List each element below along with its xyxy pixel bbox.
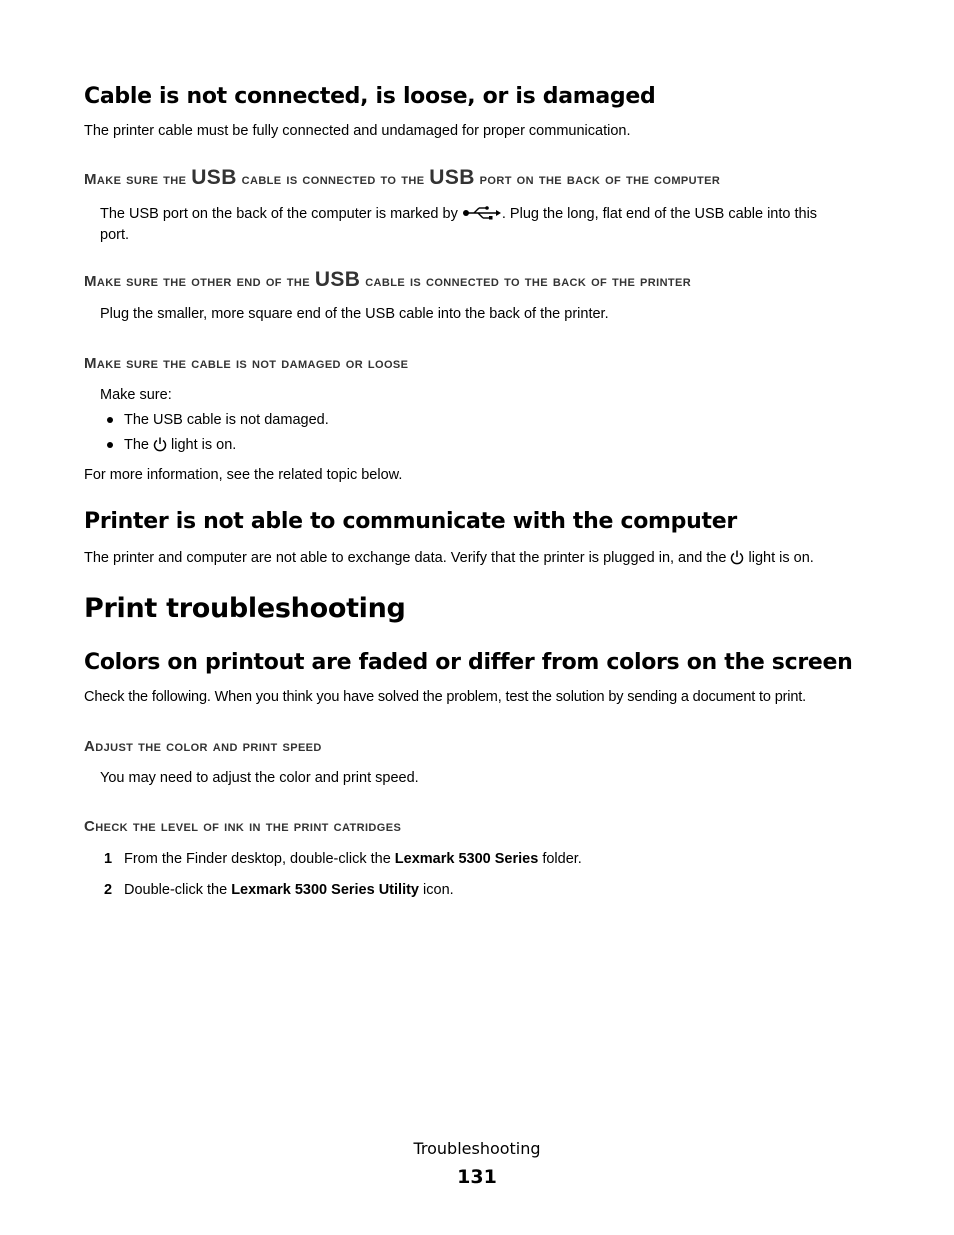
adjust-color-text: You may need to adjust the color and print speed. bbox=[100, 770, 419, 786]
step-item: 2 Double-click the Lexmark 5300 Series Utility icon. bbox=[104, 882, 454, 898]
bullet-item: The USB cable is not damaged. bbox=[107, 410, 113, 430]
footer-section-label: Troubleshooting bbox=[413, 1139, 541, 1158]
communicate-heading: Printer is not able to communicate with the computer bbox=[84, 509, 737, 534]
colors-heading: Colors on printout are faded or differ from colors on the screen bbox=[84, 650, 853, 675]
power-icon bbox=[153, 436, 167, 458]
usb-icon bbox=[462, 205, 502, 227]
cable-heading: Cable is not connected, is loose, or is damaged bbox=[84, 84, 656, 109]
power-icon bbox=[730, 549, 744, 571]
usb-port-text: The USB port on the back of the computer is marked by . Plug the long, flat end of the USB cable into this bbox=[100, 204, 817, 227]
communicate-text: The printer and computer are not able to exchange data. Verify that the printer is plugged in, and the light is on. bbox=[84, 548, 814, 571]
usb-port-heading: make sure the USB cable is connected to the USB port on the back of the computer bbox=[84, 166, 721, 189]
page-number: 131 bbox=[457, 1166, 497, 1188]
usb-other-end-text: Plug the smaller, more square end of the USB cable into the back of the printer. bbox=[100, 306, 609, 322]
colors-intro: Check the following. When you think you have solved the problem, test the solution by sending a document to print. bbox=[84, 689, 807, 705]
print-troubleshooting-title: Print troubleshooting bbox=[84, 593, 406, 624]
make-sure-lead: Make sure: bbox=[100, 387, 172, 403]
more-info-text: For more information, see the related topic below. bbox=[84, 467, 403, 483]
step-item: 1 From the Finder desktop, double-click the Lexmark 5300 Series folder. bbox=[104, 851, 582, 867]
step-number: 1 bbox=[104, 851, 113, 867]
cable-intro: The printer cable must be fully connected and undamaged for proper communication. bbox=[84, 123, 631, 139]
usb-port-text-line2: port. bbox=[100, 227, 130, 243]
bullet-item: The light is on. bbox=[107, 435, 113, 455]
bullet-marker bbox=[107, 417, 113, 423]
adjust-color-heading: adjust the color and print speed bbox=[84, 733, 322, 756]
step-number: 2 bbox=[104, 882, 113, 898]
bullet-marker bbox=[107, 442, 113, 448]
cable-damaged-heading: make sure the cable is not damaged or loose bbox=[84, 350, 409, 373]
check-ink-heading: check the level of ink in the print catridges bbox=[84, 813, 402, 836]
usb-other-end-heading: make sure the other end of the USB cable is connected to the back of the printer bbox=[84, 268, 692, 291]
